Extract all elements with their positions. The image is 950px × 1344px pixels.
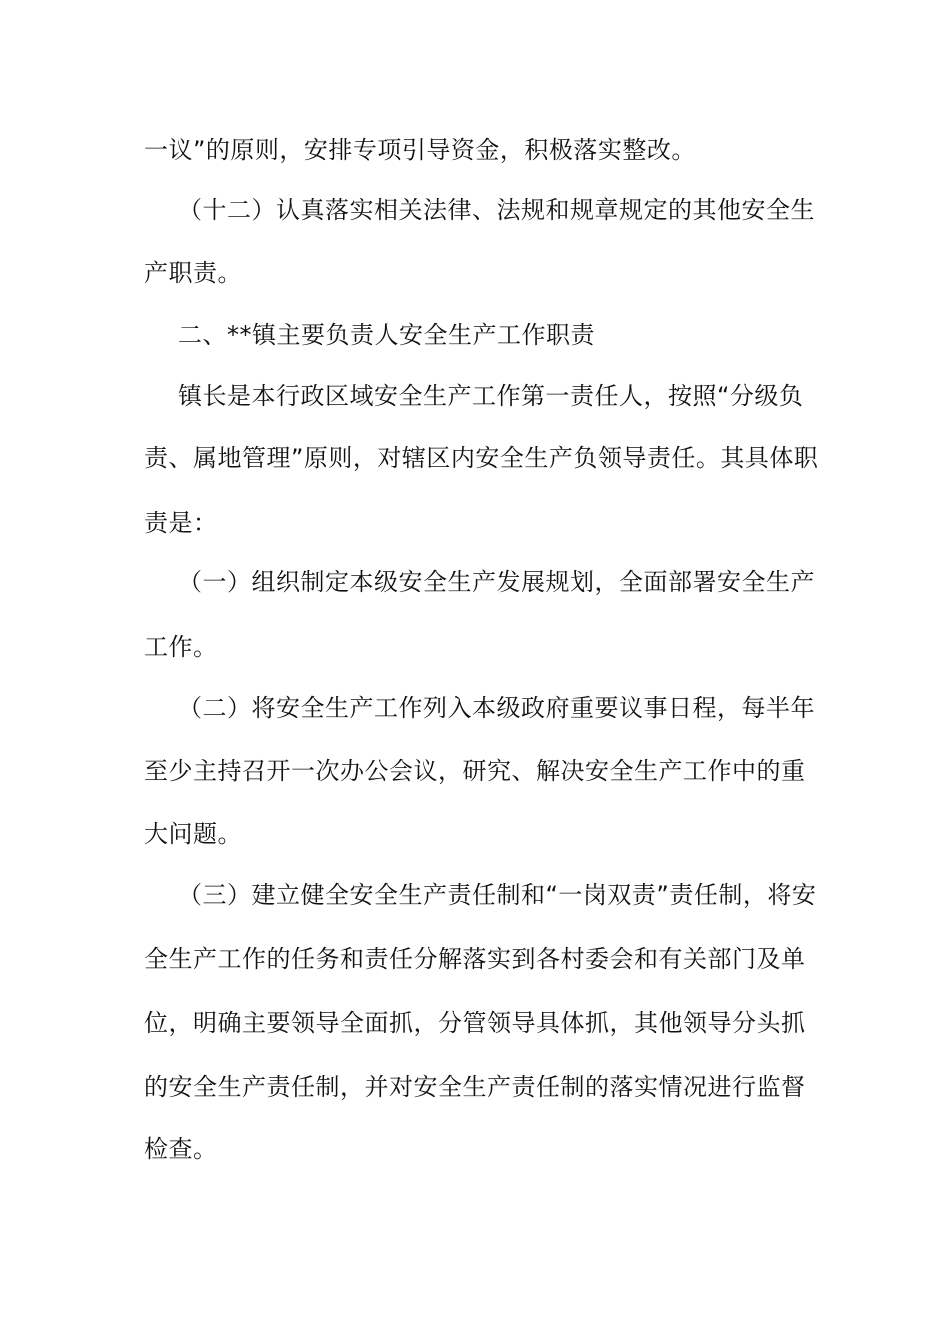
text-line-1: 一议”的原则，安排专项引导资金，积极落实整改。 [144,136,696,164]
text-line-10: （二）将安全生产工作列入本级政府重要议事日程，每半年 [178,694,815,722]
text-line-16: 的安全生产责任制，并对安全生产责任制的落实情况进行监督 [144,1073,806,1101]
text-line-12: 大问题。 [144,820,242,848]
text-line-9: 工作。 [144,633,218,661]
text-line-2: （十二）认真落实相关法律、法规和规章规定的其他安全生 [178,196,815,224]
text-line-14: 全生产工作的任务和责任分解落实到各村委会和有关部门及单 [144,945,806,973]
text-line-5: 镇长是本行政区域安全生产工作第一责任人，按照“分级负 [178,382,804,410]
text-line-7: 责是： [144,509,218,537]
text-line-3: 产职责。 [144,259,242,287]
section-heading: 二、**镇主要负责人安全生产工作职责 [178,321,595,349]
text-line-8: （一）组织制定本级安全生产发展规划，全面部署安全生产 [178,568,815,596]
text-line-13: （三）建立健全安全生产责任制和“一岗双责”责任制，将安 [178,881,817,909]
text-line-11: 至少主持召开一次办公会议，研究、解决安全生产工作中的重 [144,757,806,785]
text-line-6: 责、属地管理”原则，对辖区内安全生产负领导责任。其具体职 [144,444,819,472]
text-line-17: 检查。 [144,1135,218,1163]
text-line-15: 位，明确主要领导全面抓，分管领导具体抓，其他领导分头抓 [144,1009,806,1037]
